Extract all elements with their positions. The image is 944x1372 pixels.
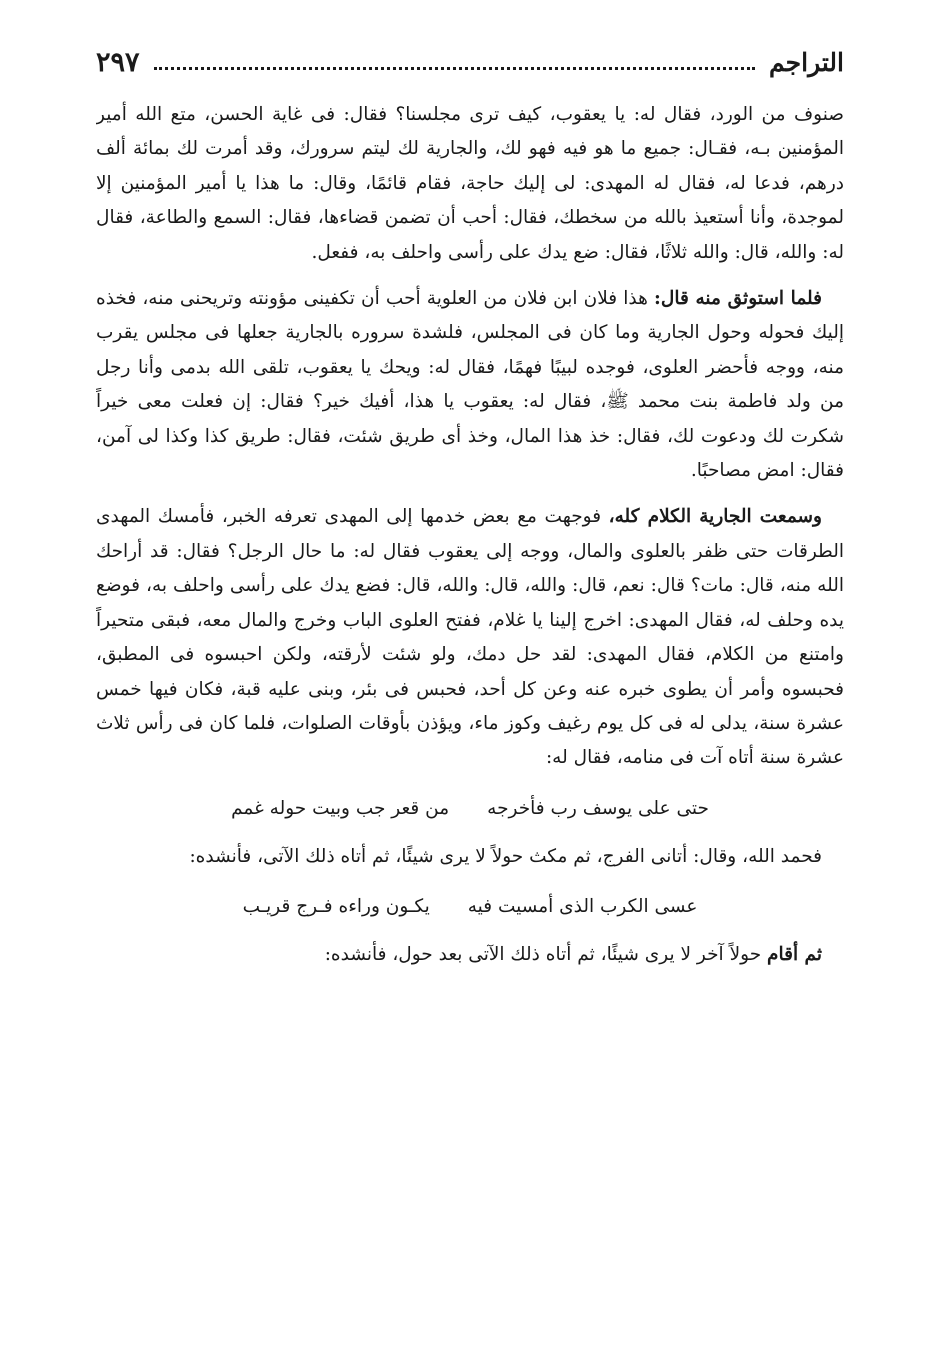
paragraph-1-text: صنوف من الورد، فقال له: يا يعقوب، كيف ترى مجلسنا؟ فقال: فى غاية الحسن، متع الله أمير المؤمنين بـه، فقـال: جميع ما هو فيه فهو لك، والجارية لك ليتم سرورك، وقد أمرت لك بمائة ألف درهم، فدعا له، فقال له المهدى: لى إليك حاجة، فقام قائمًا، وقال: ما هذا يا أمير المؤمنين إلا لموجدة، وأنا أستعيذ بالله من سخطك، فقال: أحب أن تضمن قضاءها، فقال: السمع والطاعة، فقال له: والله، قال: والله ثلاثًا، فقال: ضع يدك على رأسى واحلف به، ففعل.: [96, 104, 844, 263]
paragraph-1: [96, 98, 844, 270]
paragraph-3-lead: وسمعت الجارية الكلام كله،: [608, 506, 822, 528]
paragraph-2: [96, 282, 844, 488]
paragraph-3: [96, 500, 844, 775]
paragraph-4-text: فحمد الله، وقال: أتانى الفرج، ثم مكث حولاً لا يرى شيئًا، ثم أتاه ذلك الآتى، فأنشده:: [189, 845, 822, 867]
verse-2-first-hemistich: عسى الكرب الذى أمسيت فيه: [467, 896, 698, 918]
paragraph-2-text: هذا فلان ابن فلان من العلوية أحب أن تكفينى مؤونته وتريحنى منه، فخذه إليك فحوله وحول الجارية وما كان فى المجلس، فلشدة سروره بالجارية جعلها فى مجلس يقرب منه، ووجه فأحضر العلوى، فوجده لبيبًا فهمًا، فقال له: ويحك يا يعقوب، تلقى الله بدمى وأنا رجل من ولد فاطمة بنت محمد ﷺ، فقال له: يعقوب يا هذا، أفيك خير؟ فقال: إن فعلت معى خيراً شكرت لك ودعوت لك، فقال: خذ هذا المال، وخذ أى طريق شئت، فقال: طريق كذا وكذا لى آمن، فقال: امض مصاحبًا.: [96, 288, 844, 482]
paragraph-5-lead: ثم أقام: [767, 944, 822, 966]
verse-1-first-hemistich: حتى على يوسف رب فأخرجه: [487, 797, 709, 819]
running-header: [96, 36, 844, 88]
verse-1-second-hemistich: من قعر جب وبيت حوله غمم: [231, 797, 450, 819]
page-number: ٢٩٧: [96, 46, 140, 78]
header-dotted-leader: [154, 67, 756, 70]
paragraph-4: [96, 840, 844, 874]
chapter-title: التراجم: [769, 47, 844, 77]
paragraph-5: [96, 938, 844, 972]
verse-2: [96, 890, 844, 924]
paragraph-2-lead: فلما استوثق منه قال:: [654, 288, 822, 310]
paragraph-5-text: حولاً آخر لا يرى شيئًا، ثم أتاه ذلك الآتى بعد حول، فأنشده:: [324, 944, 768, 966]
paragraph-3-text: فوجهت مع بعض خدمها إلى المهدى تعرفه الخبر، فأمسك المهدى الطرقات حتى ظفر بالعلوى والمال، ووجه إلى يعقوب فقال له: ما حال الرجل؟ فقال: قد أراحك الله منه، قال: مات؟ قال: نعم، قال: والله، قال: والله، قال: فضع يدك على رأسى واحلف به، فوضع يده وحلف له، فقال المهدى: اخرج إلينا يا غلام، ففتح العلوى الباب وخرج والمال معه، فبقى متحيراً وامتنع من الكلام، فقال المهدى: لقد حل دمك، ولو شئت لأرقته، ولكن احبسوه فى المطبق، فحبسوه وأمر أن يطوى خبره عنه وعن كل أحد، فحبس فى بئر، وبنى عليه قبة، فكان فيها خمس عشرة سنة، يدلى له فى كل يوم رغيف وكوز ماء، ويؤذن بأوقات الصلوات، فلما كان فى رأس ثلاث عشرة سنة أتاه آت فى منامه، فقال له:: [96, 506, 844, 769]
verse-2-second-hemistich: يكـون وراءه فـرج قريـب: [242, 896, 430, 918]
header-spacer: [96, 88, 844, 98]
verse-1: [96, 792, 844, 826]
book-page: [96, 36, 844, 1346]
